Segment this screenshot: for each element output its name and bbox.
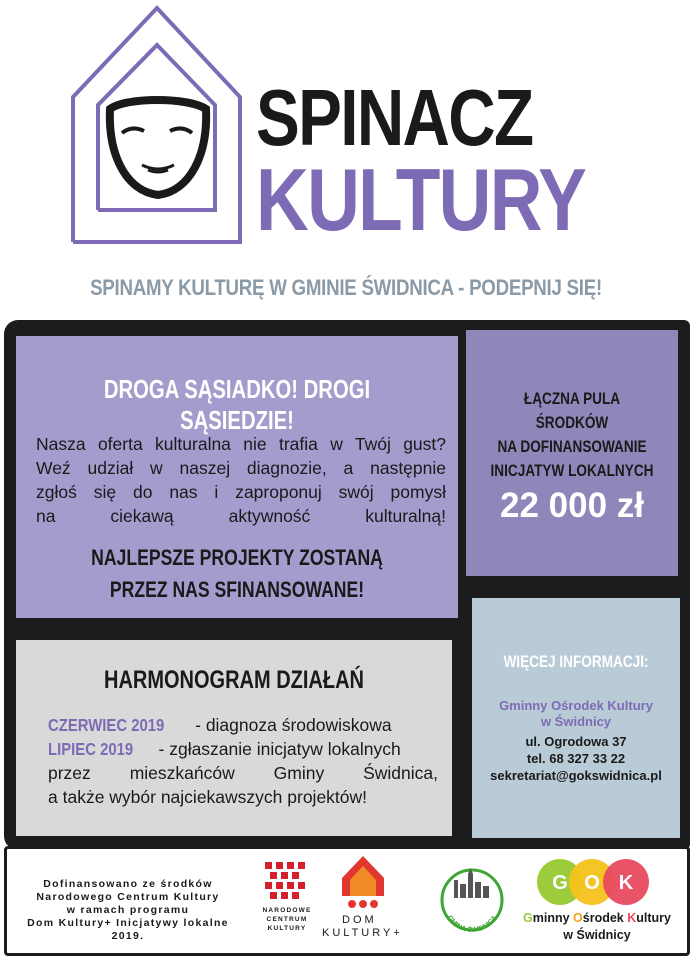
ncku-line: NARODOWE xyxy=(262,907,312,914)
gok-logo xyxy=(530,856,660,908)
schedule-month: CZERWIEC 2019 xyxy=(48,715,165,735)
ncku-name xyxy=(258,906,316,933)
schedule-item xyxy=(48,737,438,761)
gok-name-part: G xyxy=(523,911,533,925)
schedule-desc: - diagnoza środowiskowa xyxy=(195,715,392,735)
funding-line: Narodowego Centrum Kultury xyxy=(36,891,220,903)
gmina-logo-text: GMINA ŚWIDNICA xyxy=(445,914,499,935)
dk-line: KULTURY+ xyxy=(322,927,403,939)
schedule-item xyxy=(48,713,438,737)
offer-highlight-line: NAJLEPSZE PROJEKTY ZOSTANĄ xyxy=(91,545,383,570)
funds-label xyxy=(487,387,657,483)
gok-letter-k: K xyxy=(618,872,634,894)
dom-kultury-logo xyxy=(338,852,388,910)
info-org xyxy=(472,698,680,730)
ncku-line: KULTURY xyxy=(267,925,307,932)
dk-line: DOM xyxy=(342,914,377,926)
offer-line: zgłoś się do nas i zaproponuj swój pomysł xyxy=(36,482,446,502)
gok-name-part: minny xyxy=(532,911,574,925)
schedule-desc-cont: przez mieszkańców Gminy Świdnica, xyxy=(48,763,438,783)
svg-text:GMINA ŚWIDNICA xyxy=(445,914,498,934)
ncku-line: CENTRUM xyxy=(266,916,308,923)
info-org-line: w Świdnicy xyxy=(540,714,612,729)
house-mask-logo xyxy=(70,5,250,245)
funds-amount: 22 000 zł xyxy=(500,486,644,525)
funding-line: w ramach programu xyxy=(66,904,190,916)
info-phone: tel. 68 327 33 22 xyxy=(526,751,626,766)
offer-highlight-line: PRZEZ NAS SFINANSOWANE! xyxy=(109,577,365,602)
schedule-desc: - zgłaszanie inicjatyw lokalnych xyxy=(158,739,401,759)
ncku-logo xyxy=(262,860,312,904)
offer-line: Nasza oferta kulturalna nie trafia w Twój gust? xyxy=(36,434,446,454)
gok-place: w Świdnicy xyxy=(563,928,631,942)
funding-line: Dofinansowano ze środków xyxy=(43,878,213,890)
funding-line: Dom Kultury+ Inicjatywy lokalne 2019. xyxy=(27,917,229,942)
gok-name-part: K xyxy=(627,911,637,925)
offer-text xyxy=(36,432,446,528)
gok-letter-g: G xyxy=(552,872,568,894)
info-address: ul. Ogrodowa 37 xyxy=(525,734,627,749)
gok-name-part: ultury xyxy=(636,911,671,925)
funding-note xyxy=(14,878,242,943)
offer-heading: DROGA SĄSIADKO! DROGI SĄSIEDZIE! xyxy=(103,374,371,435)
gok-name-line xyxy=(506,910,688,927)
info-heading: WIĘCEJ INFORMACJI: xyxy=(503,652,649,671)
schedule-month: LIPIEC 2019 xyxy=(48,739,134,759)
funds-label-line: ŁĄCZNA PULA ŚRODKÓW xyxy=(523,389,621,432)
offer-line: na ciekawą aktywność kulturalną! xyxy=(36,506,446,526)
funds-label-line: NA DOFINANSOWANIE xyxy=(497,437,647,456)
offer-line: Weź udział w naszej diagnozie, a następnie xyxy=(36,458,446,478)
title-kultury: KULTURY xyxy=(256,150,586,249)
schedule-list xyxy=(48,713,438,809)
dom-kultury-name xyxy=(322,914,426,940)
schedule-heading: HARMONOGRAM DZIAŁAŃ xyxy=(104,666,364,694)
gok-name xyxy=(506,910,688,944)
gok-name-part: środek xyxy=(582,911,628,925)
schedule-desc-cont: a także wybór najciekawszych projektów! xyxy=(48,787,368,807)
funds-label-line: INICJATYW LOKALNYCH xyxy=(490,461,654,480)
info-email[interactable]: sekretariat@gokswidnica.pl xyxy=(490,768,662,783)
tagline: SPINAMY KULTURĘ W GMINIE ŚWIDNICA - PODEPNIJ SIĘ! xyxy=(90,275,602,300)
gok-letter-o: O xyxy=(584,872,600,894)
title-spinacz: SPINACZ xyxy=(256,73,533,162)
gmina-swidnica-logo xyxy=(432,864,512,936)
gok-name-part: O xyxy=(573,911,583,925)
info-contact xyxy=(472,733,680,784)
info-org-line: Gminny Ośrodek Kultury xyxy=(499,698,653,713)
offer-highlight xyxy=(60,542,414,606)
